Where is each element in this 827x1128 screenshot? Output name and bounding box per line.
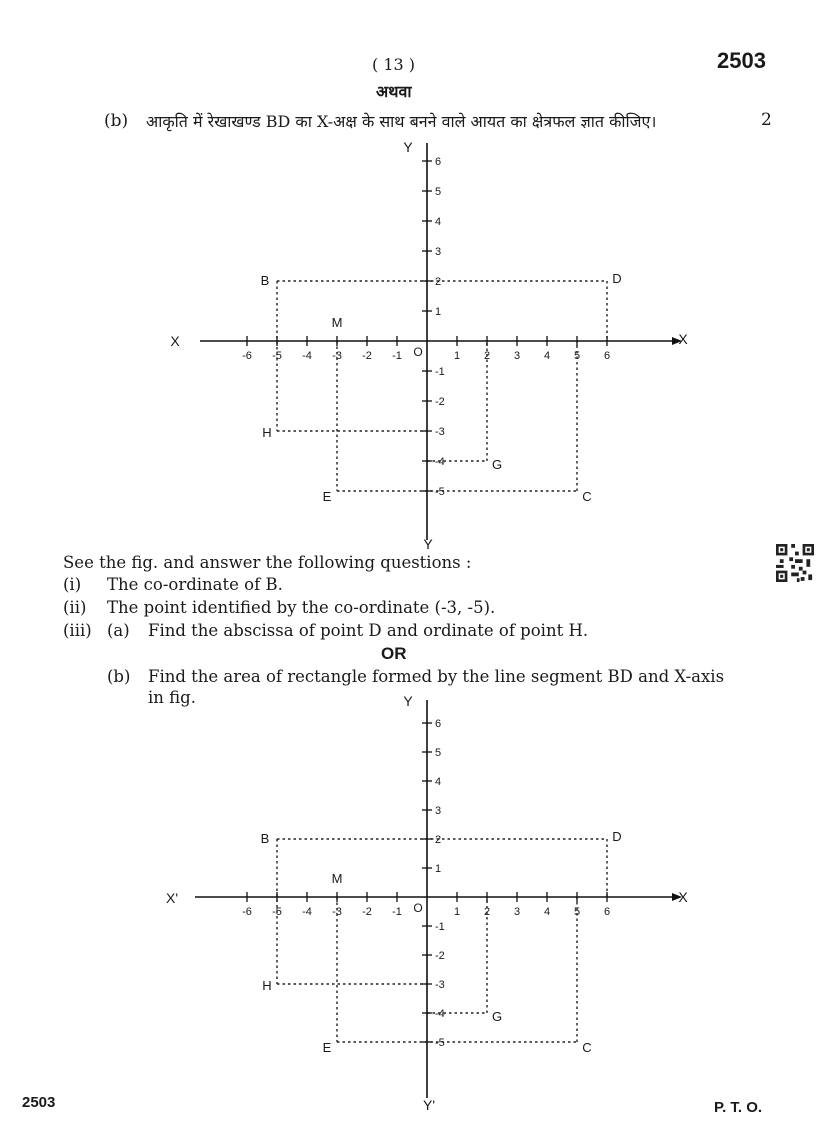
- x-tick-label: -1: [392, 906, 402, 918]
- point-label-M: M: [331, 871, 343, 886]
- question-iii-a-label: (a): [107, 621, 130, 640]
- y-tick-label: -3: [435, 426, 445, 438]
- x-tick-label: -5: [272, 350, 282, 362]
- y-tick-label: 6: [435, 718, 442, 730]
- question-ii-number: (ii): [63, 598, 87, 617]
- x-tick-label: -2: [362, 906, 372, 918]
- y-tick-label: 2: [435, 834, 442, 846]
- x-tick-label: 6: [603, 906, 611, 918]
- y-tick-label: -2: [435, 950, 445, 962]
- point-label-E: E: [322, 1040, 332, 1055]
- x-tick-label: 6: [603, 350, 611, 362]
- x-tick-label: -6: [242, 906, 252, 918]
- y-tick-label: 1: [435, 306, 442, 318]
- y-tick-label: -5: [435, 486, 445, 498]
- x-tick-label: 4: [543, 906, 551, 918]
- question-i-number: (i): [63, 575, 82, 594]
- point-label-B: B: [260, 831, 270, 846]
- point-label-C: C: [582, 1040, 592, 1055]
- athva-label: अथवा: [376, 82, 412, 101]
- y-tick-label: 1: [435, 863, 442, 875]
- pto-label: P. T. O.: [714, 1099, 763, 1116]
- point-label-H: H: [262, 978, 272, 993]
- y-axis-top-label: Y: [403, 139, 413, 155]
- point-label-B: B: [260, 273, 270, 288]
- paper-code: 2503: [717, 48, 766, 73]
- point-label-D: D: [612, 271, 622, 286]
- question-ii-text: The point identified by the co-ordinate (-3, -5).: [107, 598, 496, 617]
- x-tick-label: -3: [332, 350, 342, 362]
- x-axis-right-label: X: [678, 889, 688, 905]
- point-label-H: H: [262, 425, 272, 440]
- origin-label: O: [413, 345, 423, 359]
- y-tick-label: -5: [435, 1037, 445, 1049]
- point-label-C: C: [582, 489, 592, 504]
- x-tick-label: -4: [302, 906, 312, 918]
- x-tick-label: 2: [483, 906, 491, 918]
- question-i-text: The co-ordinate of B.: [107, 575, 283, 594]
- point-label-G: G: [491, 1009, 503, 1024]
- x-axis-right-label: X: [678, 331, 688, 347]
- origin-label: O: [413, 901, 423, 915]
- x-tick-label: -1: [392, 350, 402, 362]
- y-tick-label: -3: [435, 979, 445, 991]
- question-iii-b-text: Find the area of rectangle formed by the line segment BD and X-axis: [148, 667, 725, 686]
- point-label-G: G: [491, 457, 503, 472]
- x-tick-label: 2: [483, 350, 491, 362]
- point-label-D: D: [612, 829, 622, 844]
- point-label-M: M: [331, 315, 343, 330]
- question-iii-b-text-line2: in fig.: [148, 688, 196, 707]
- or-label: OR: [381, 644, 407, 663]
- y-axis-top-label: Y: [403, 693, 413, 709]
- y-tick-label: -1: [435, 366, 445, 378]
- x-tick-label: 3: [513, 350, 521, 362]
- x-tick-label: 1: [453, 906, 461, 918]
- y-tick-label: 4: [435, 776, 442, 788]
- y-tick-label: -1: [435, 921, 445, 933]
- question-iii-number: (iii): [63, 621, 92, 640]
- y-tick-label: 6: [435, 156, 442, 168]
- point-label-E: E: [322, 489, 332, 504]
- y-tick-label: 3: [435, 246, 442, 258]
- hindi-marks: 2: [761, 110, 772, 130]
- y-axis-bottom-label: Y': [422, 1097, 436, 1113]
- x-tick-label: 5: [573, 906, 581, 918]
- footer-code: 2503: [22, 1094, 56, 1111]
- y-tick-label: 4: [435, 216, 442, 228]
- y-tick-label: -4: [435, 1008, 445, 1020]
- x-tick-label: -2: [362, 350, 372, 362]
- y-axis-bottom-label: Y: [423, 536, 433, 552]
- x-tick-label: -3: [332, 906, 342, 918]
- hindi-part-label: (b): [104, 111, 129, 131]
- hindi-question: आकृति में रेखाखण्ड BD का X-अक्ष के साथ बनने वाले आयत का क्षेत्रफल ज्ञात कीजिए।: [146, 112, 657, 131]
- x-tick-label: -6: [242, 350, 252, 362]
- y-tick-label: 2: [435, 276, 442, 288]
- page-number: ( 13 ): [372, 55, 416, 74]
- y-tick-label: 5: [435, 186, 442, 198]
- x-tick-label: -5: [272, 906, 282, 918]
- y-tick-label: 5: [435, 747, 442, 759]
- y-tick-label: -2: [435, 396, 445, 408]
- x-tick-label: 1: [453, 350, 461, 362]
- question-iii-a-text: Find the abscissa of point D and ordinate of point H.: [148, 621, 589, 640]
- x-tick-label: 5: [573, 350, 581, 362]
- y-tick-label: -4: [435, 456, 445, 468]
- y-tick-label: 3: [435, 805, 442, 817]
- x-tick-label: 3: [513, 906, 521, 918]
- x-axis-left-label: X': [165, 890, 179, 906]
- question-intro: See the fig. and answer the following questions :: [63, 553, 472, 572]
- x-tick-label: -4: [302, 350, 312, 362]
- x-tick-label: 4: [543, 350, 551, 362]
- question-iii-b-label: (b): [107, 667, 131, 686]
- x-axis-left-label: X: [170, 333, 180, 349]
